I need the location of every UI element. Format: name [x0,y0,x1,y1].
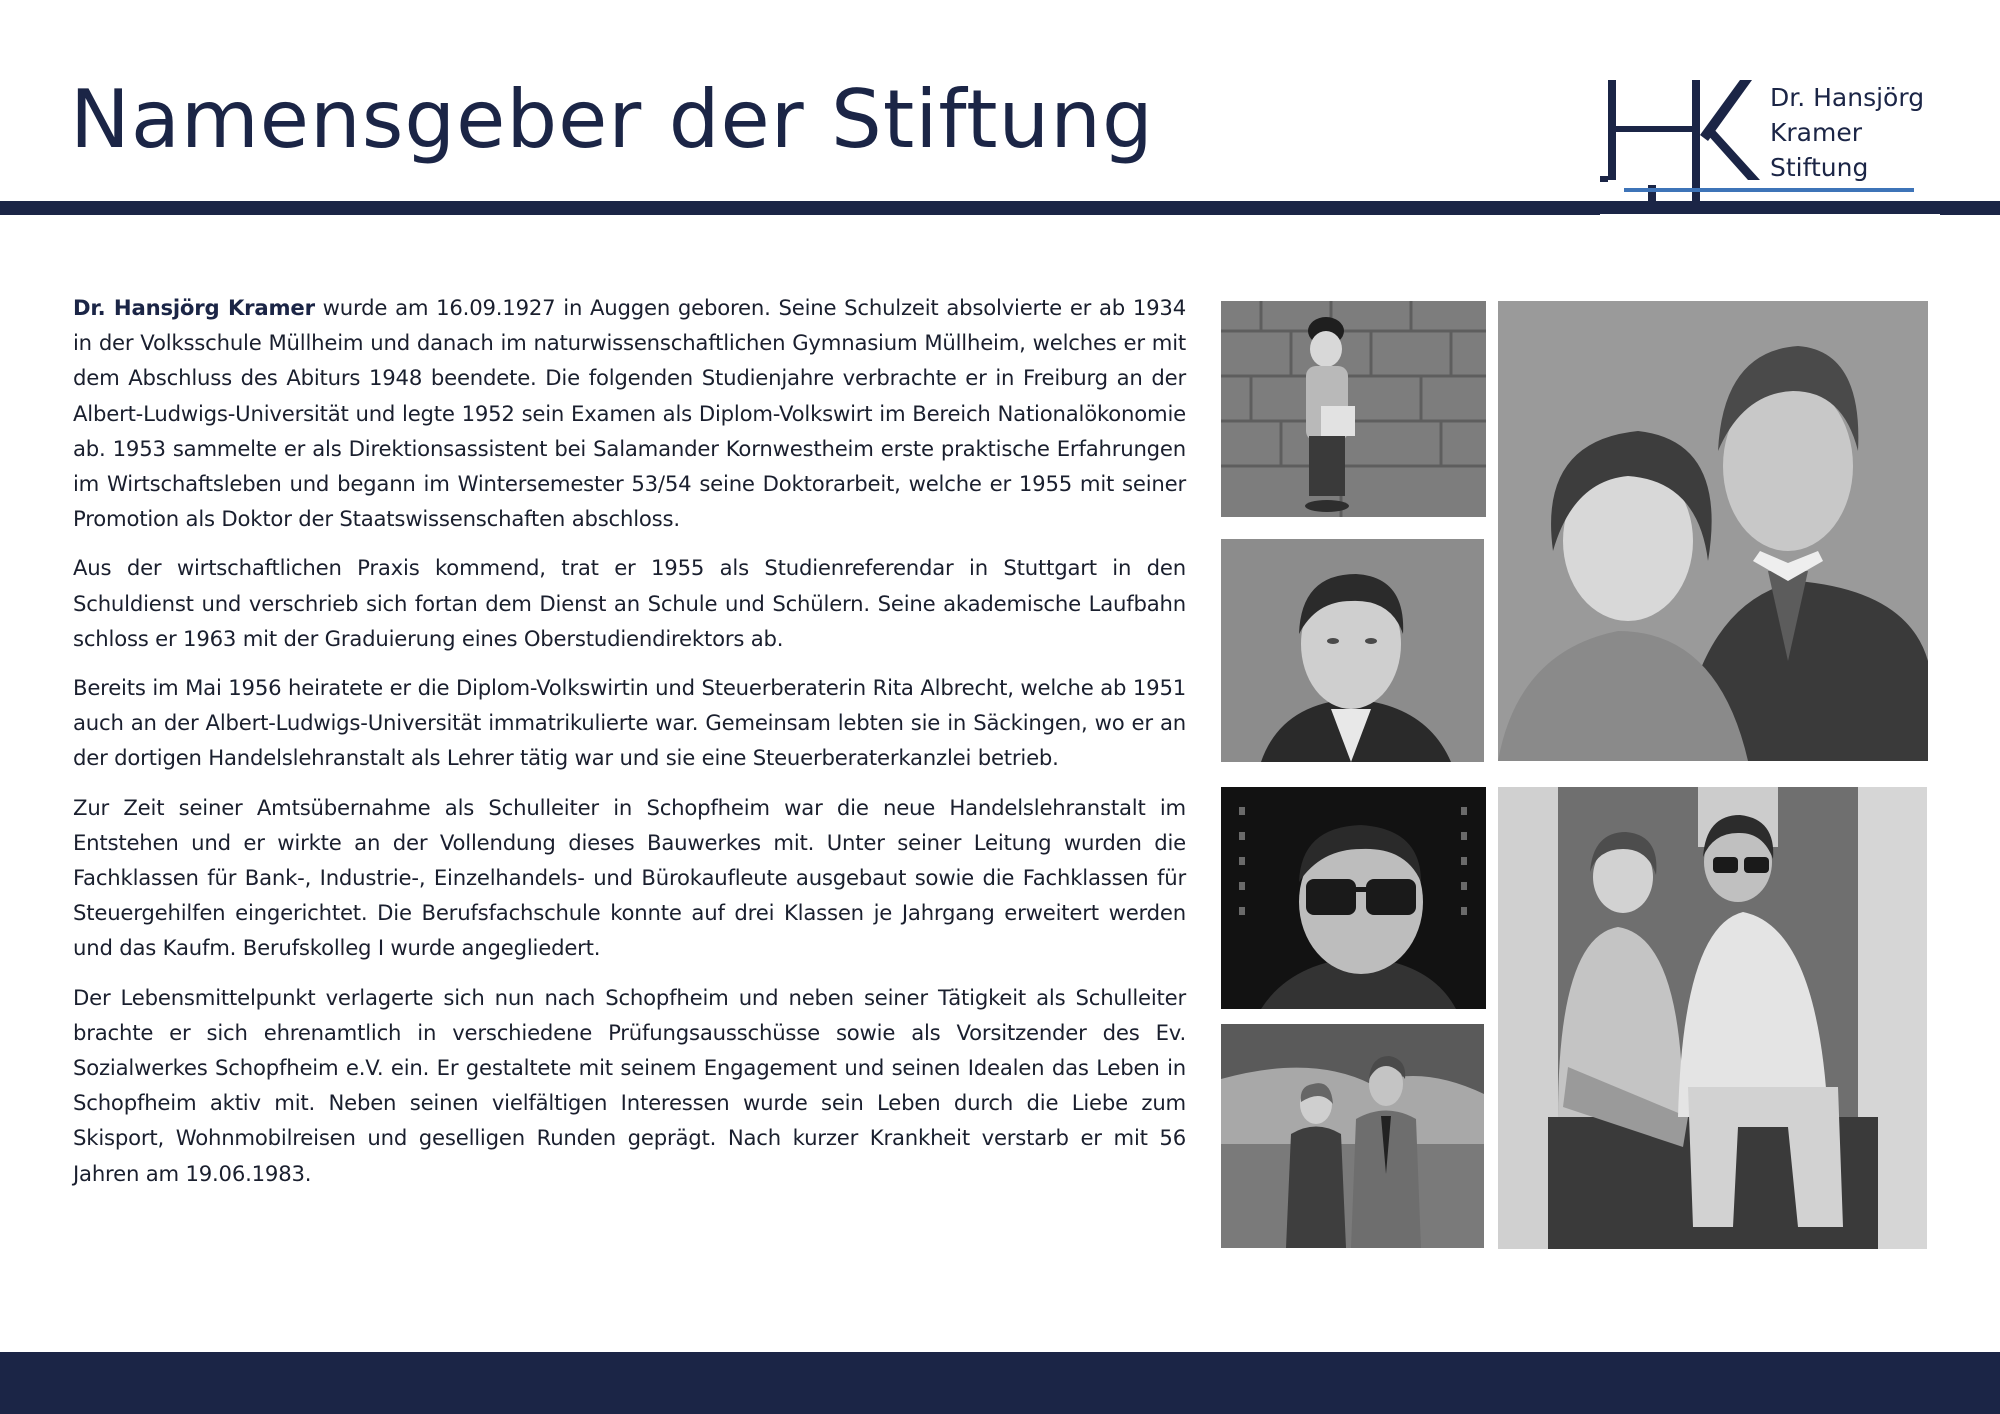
paragraph-2: Aus der wirtschaftlichen Praxis kommend, trat er 1955 als Studienreferendar in Stuttgart in den Schuldienst und verschrieb sich fortan dem Dienst an Schule und Schülern. Seine akademische Laufbahn schloss er 1963 mit der Graduierung eines Oberstudiendirektors ab. [73,555,1186,651]
paragraph-5: Der Lebensmittelpunkt verlagerte sich nun nach Schopfheim und neben seiner Tätigkeit als Schulleiter brachte er sich ehrenamtlich in verschiedene Prüfungsausschüsse sowie als Vorsitzender des Ev. Sozialwerkes Schopfheim e.V. ein. Er gestaltete mit seinem Engagement und seinen Idealen das Leben in Schopfheim aktiv mit. Neben seinen vielfältigen Interessen wurde sein Leben durch die Liebe zum Skisport, Wohnmobilreisen und geselligen Runden geprägt. Nach kurzer Krankheit verstarb er mit 56 Jahren am 19.06.1983. [73,984,1186,1186]
photo-couple-seated [1498,787,1927,1249]
logo-line-1: Dr. Hansjörg [1770,83,1925,112]
paragraph-4: Zur Zeit seiner Amtsübernahme als Schulleiter in Schopfheim war die neue Handelslehranstalt im Entstehen und er wirkte an der Vollendung dieses Bauwerkes mit. Unter seiner Leitung wurden die Fachklassen für Bank-, Industrie-, Einzelhandels- und Bürokaufleute ausgebaut sowie die Fachklassen für Steuergehilfen eingerichtet. Die Berufsfachschule konnte auf drei Klassen je Jahrgang erweitert werden und das Kaufm. Berufskolleg I wurde angegliedert. [73,794,1186,961]
paragraph-1-text: wurde am 16.09.1927 in Auggen geboren. Seine Schulzeit absolvierte er ab 1934 in der Volksschule Müllheim und danach im naturwissenschaftlichen Gymnasium Müllheim, welches er mit dem Abschluss des Abiturs 1948 beendete. Die folgenden Studienjahre verbrachte er in Freiburg an der Albert-Ludwigs-Universität und legte 1952 sein Examen als Diplom-Volkswirt im Bereich Nationalökonomie ab. 1953 sammelte er als Direktionsassistent bei Salamander Kornwestheim erste praktische Erfahrungen im Wirtschaftsleben und begann im Wintersemester 53/54 seine Doktorarbeit, welche er 1955 mit seiner Promotion als Doktor der Staatswissenschaften abschloss. [73,295,1186,532]
biography-text [73,290,1186,1205]
photo-couple-portrait [1498,301,1928,761]
photo-childhood [1221,301,1486,517]
paragraph-1 [73,290,1186,536]
footer-band [0,1352,2000,1414]
page-title: Namensgeber der Stiftung [70,73,1154,166]
paragraph-3: Bereits im Mai 1956 heiratete er die Diplom-Volkswirtin und Steuerberaterin Rita Albrecht, welche ab 1951 auch an der Albert-Ludwigs-Universität immatrikulierte war. Gemeinsam lebten sie in Säckingen, wo er an der dortigen Handelslehranstalt als Lehrer tätig war und sie eine Steuerberaterkanzlei betrieb. [73,675,1186,771]
logo-line-2: Kramer [1770,118,1863,147]
logo-line-3: Stiftung [1770,153,1869,182]
person-name: Dr. Hansjörg Kramer [73,295,315,320]
logo-wordmark [1770,80,1924,185]
photo-man-glasses [1221,787,1486,1009]
photo-couple-walking [1221,1024,1484,1248]
photo-young-man [1221,539,1484,762]
